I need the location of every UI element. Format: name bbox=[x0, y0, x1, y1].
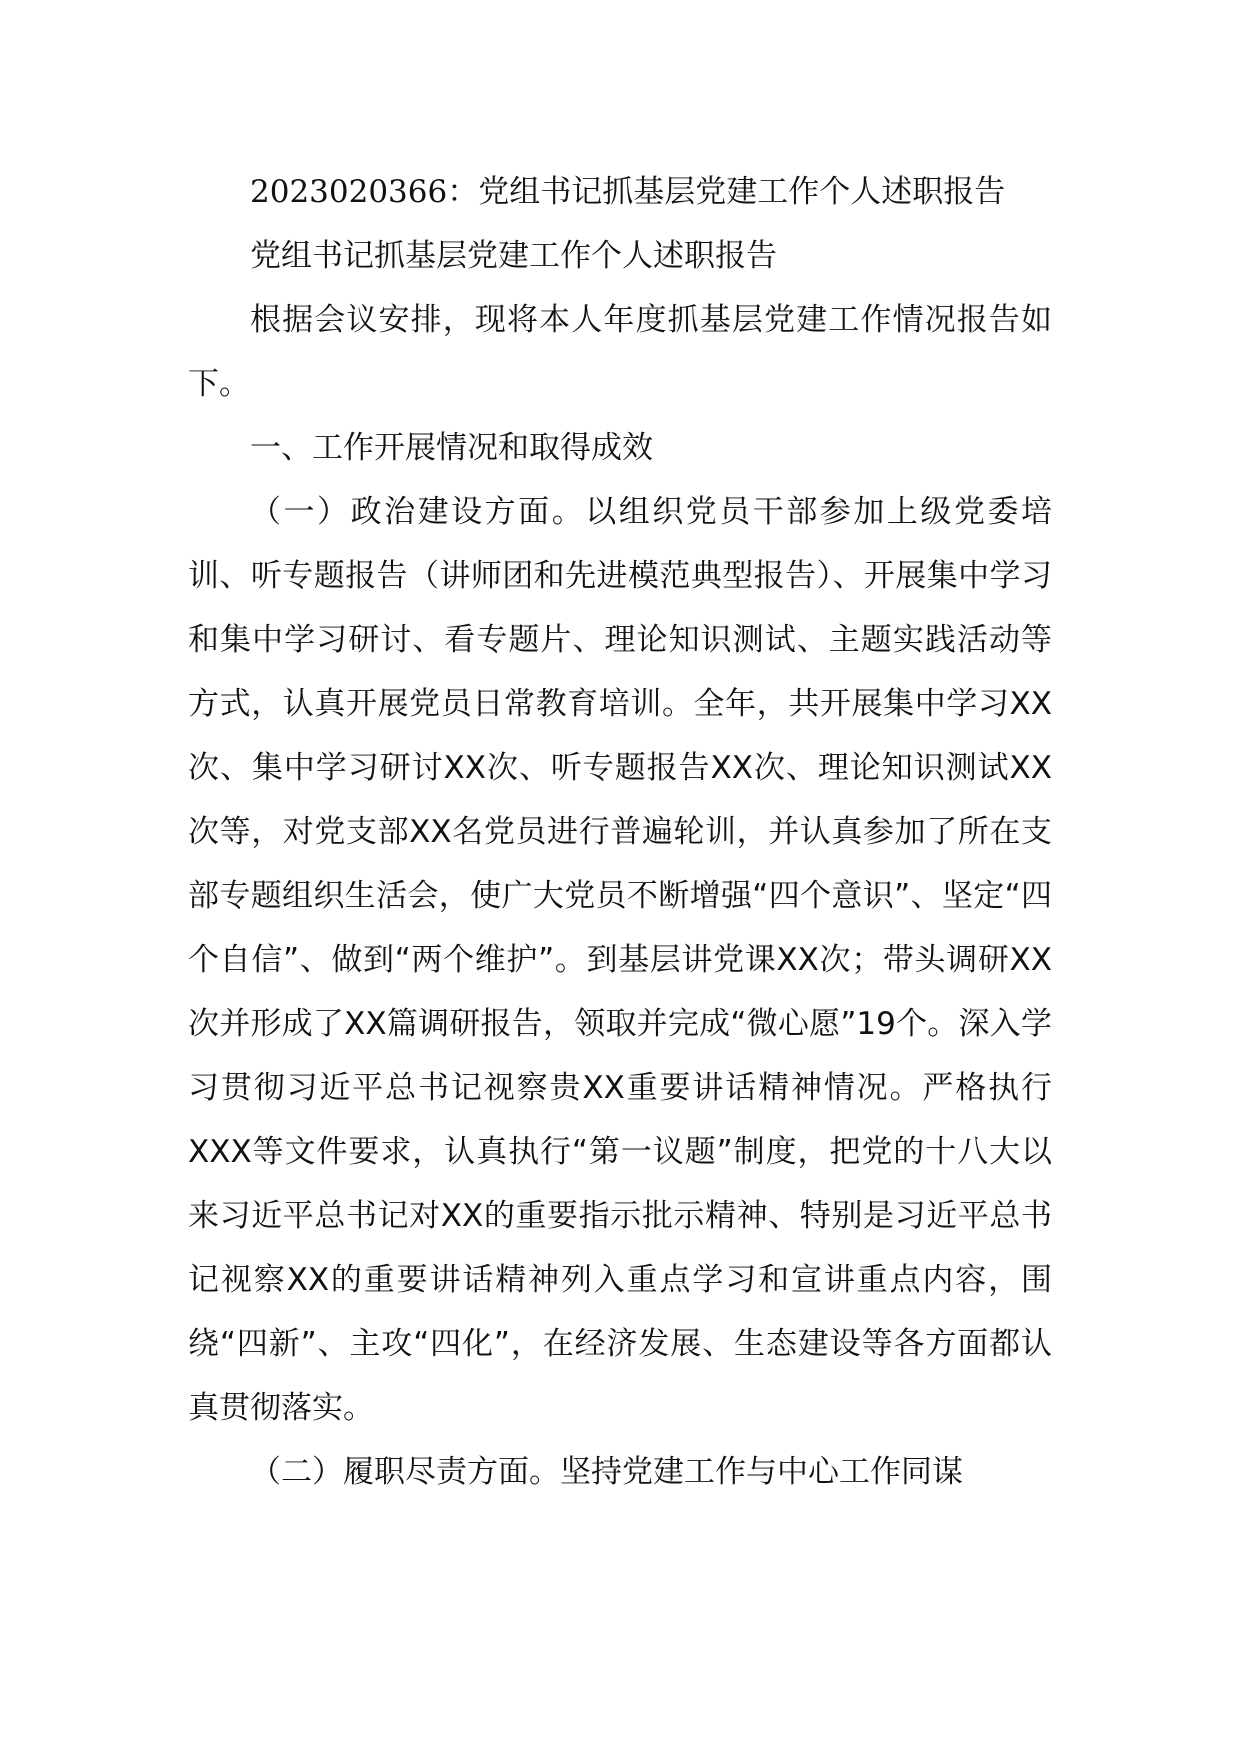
document-header-line bbox=[188, 160, 1052, 224]
document-title: 党组书记抓基层党建工作个人述职报告 bbox=[250, 238, 777, 274]
document-id: 2023020366 bbox=[250, 174, 448, 210]
document-page bbox=[188, 160, 1052, 1504]
body-paragraph-political-construction: （一）政治建设方面。以组织党员干部参加上级党委培训、听专题报告（讲师团和先进模范典型报告）、开展集中学习和集中学习研讨、看专题片、理论知识测试、主题实践活动等方式，认真开展党员日常教育培训。全年，共开展集中学习XX次、集中学习研讨XX次、听专题报告XX次、理论知识测试XX次等，对党支部XX名党员进行普遍轮训，并认真参加了所在支部专题组织生活会，使广大党员不断增强“四个意识”、坚定“四个自信”、做到“两个维护”。到基层讲党课XX次；带头调研XX次并形成了XX篇调研报告，领取并完成“微心愿”19个。深入学习贯彻习近平总书记视察贵XX重要讲话精神情况。严格执行XXX等文件要求，认真执行“第一议题”制度，把党的十八大以来习近平总书记对XX的重要指示批示精神、特别是习近平总书记视察XX的重要讲话精神列入重点学习和宣讲重点内容，围绕“四新”、主攻“四化”，在经济发展、生态建设等各方面都认真贯彻落实。 bbox=[188, 494, 1052, 1426]
document-header-title: ：党组书记抓基层党建工作个人述职报告 bbox=[447, 174, 1006, 210]
section-heading: 一、工作开展情况和取得成效 bbox=[250, 430, 653, 466]
body-paragraph-duty-performance: （二）履职尽责方面。坚持党建工作与中心工作同谋 bbox=[250, 1454, 963, 1490]
intro-paragraph: 根据会议安排，现将本人年度抓基层党建工作情况报告如下。 bbox=[188, 302, 1052, 402]
